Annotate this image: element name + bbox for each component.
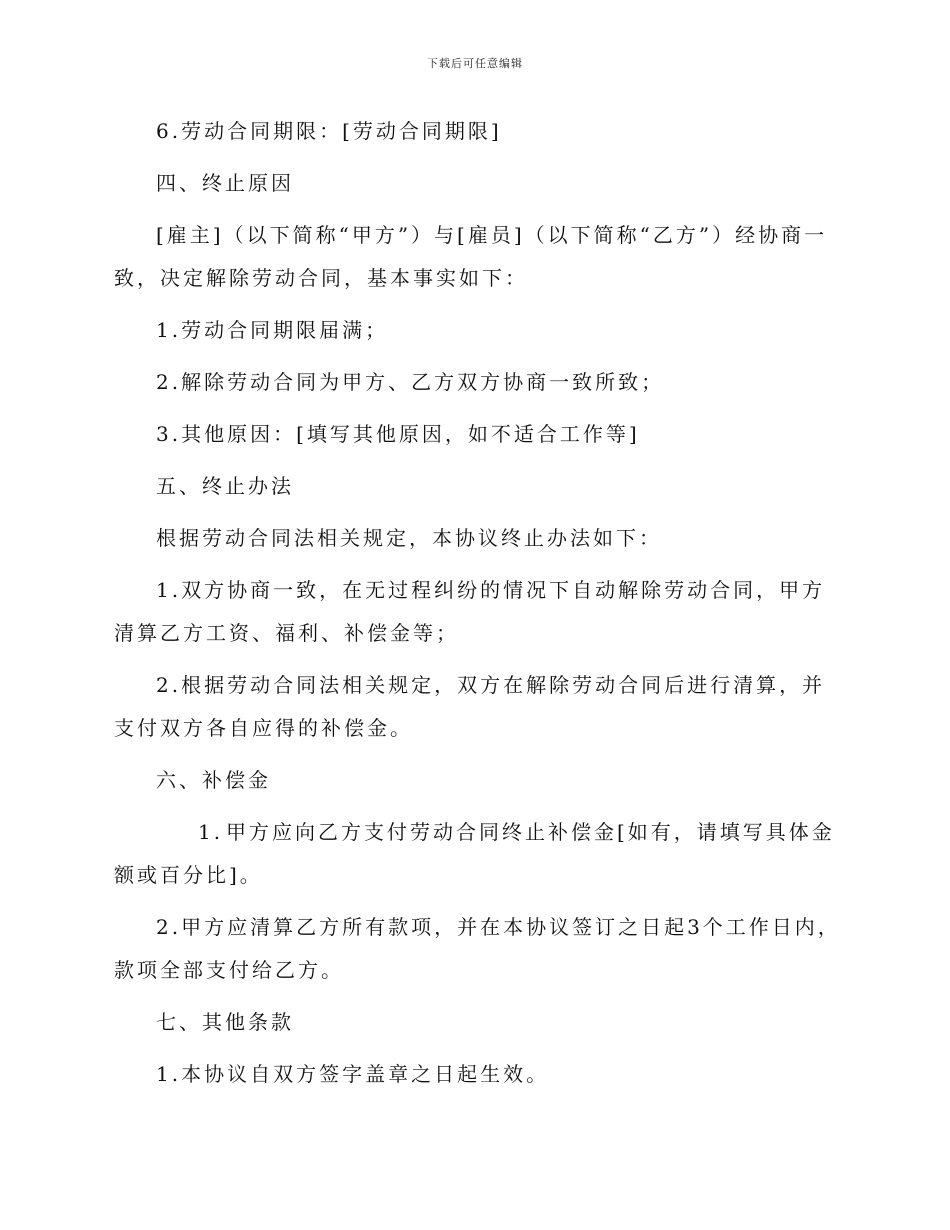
other-terms-item-1: 1.本协议自双方签字盖章之日起生效。 — [156, 1062, 550, 1086]
reason-item-3: 3.其他原因：[填写其他原因，如不适合工作等] — [156, 422, 640, 446]
compensation-item-1 — [114, 811, 844, 897]
compensation-item-1-number: 1. — [198, 820, 224, 844]
section-heading-termination-reason: 四、终止原因 — [156, 171, 294, 195]
section-heading-compensation: 六、补偿金 — [156, 768, 271, 792]
section-heading-other-terms: 七、其他条款 — [156, 1010, 294, 1034]
page-header-note: 下载后可任意编辑 — [427, 57, 523, 70]
section-heading-termination-method: 五、终止办法 — [156, 474, 294, 498]
contract-term-item: 6.劳动合同期限：[劳动合同期限] — [156, 119, 502, 143]
document-body — [114, 110, 844, 1105]
compensation-item-1-text: 甲方应向乙方支付劳动合同终止补偿金[如有，请填写具体金额或百分比]。 — [114, 820, 835, 887]
reason-item-1: 1.劳动合同期限届满； — [156, 318, 389, 342]
method-item-1: 1.双方协商一致，在无过程纠纷的情况下自动解除劳动合同，甲方清算乙方工资、福利、补偿金等； — [114, 578, 826, 645]
termination-method-intro: 根据劳动合同法相关规定，本协议终止办法如下： — [156, 526, 662, 550]
termination-reason-intro: [雇主]（以下简称“甲方”）与[雇员]（以下简称“乙方”）经协商一致，决定解除劳动合同，基本事实如下： — [114, 223, 828, 290]
method-item-2: 2.根据劳动合同法相关规定，双方在解除劳动合同后进行清算，并支付双方各自应得的补偿金。 — [114, 673, 826, 740]
compensation-item-2: 2.甲方应清算乙方所有款项，并在本协议签订之日起3个工作日内，款项全部支付给乙方。 — [114, 915, 841, 982]
reason-item-2: 2.解除劳动合同为甲方、乙方双方协商一致所致； — [156, 370, 665, 394]
